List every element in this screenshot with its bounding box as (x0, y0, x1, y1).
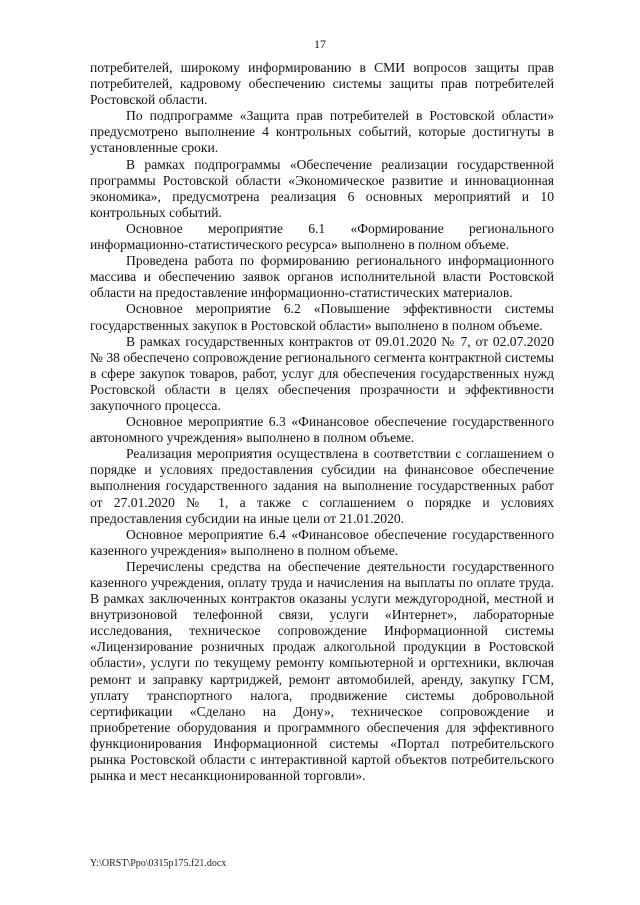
page-number: 17 (314, 37, 326, 51)
paragraph: потребителей, широкому информированию в СМИ вопросов защиты прав потребителей, кадровому обеспечению системы защиты прав потребителей Ростовской области. (90, 60, 554, 108)
paragraph: Основное мероприятие 6.1 «Формирование регионального информационно-статистического ресурса» выполнено в полном объеме. (90, 220, 554, 253)
paragraph: Основное мероприятие 6.4 «Финансовое обеспечение государственного казенного учреждения» выполнено в полном объеме. (90, 526, 554, 558)
document-body (90, 60, 554, 784)
paragraph: Проведена работа по формированию регионального информационного массива и обеспечению заявок органов исполнительной власти Ростовской области на предоставление информационно-статистических материалов. (90, 253, 554, 301)
paragraph: По подпрограмме «Защита прав потребителей в Ростовской области» предусмотрено выполнение 4 контрольных событий, которые достигнуты в установленные сроки. (90, 108, 554, 156)
paragraph: Перечислены средства на обеспечение деятельности государственного казенного учреждения, оплату труда и начисления на выплаты по оплате труда. В рамках заключенных контрактов оказаны услуги междугородной, местной и внутризоновой телефонной связи, услуги «Интернет», лабораторные исследования, техническое сопровождение Информационной системы «Лицензирование розничных продаж алкогольной продукции в Ростовской области», услуги по текущему ремонту компьютерной и оргтехники, включая ремонт и заправку картриджей, ремонт автомобилей, аренду, закупку ГСМ, уплату транспортного налога, продвижение системы добровольной сертификации «Сделано на Дону», техническое сопровождение и приобретение оборудования и программного обеспечения для эффективного функционирования Информационной системы «Портал потребительского рынка Ростовской области с интерактивной картой объектов потребительского рынка и мест несанкционированной торговли». (90, 558, 554, 784)
paragraph: Реализация мероприятия осуществлена в соответствии с соглашением о порядке и условиях предоставления субсидии на финансовое обеспечение выполнения государственного задания на выполнение государственных работ от 27.01.2020 № 1, а также с соглашением о порядке и условиях предоставления субсидии на иные цели от 21.01.2020. (90, 446, 554, 526)
paragraph: В рамках подпрограммы «Обеспечение реализации государственной программы Ростовской области «Экономическое развитие и инновационная экономика», предусмотрена реализация 6 основных мероприятий и 10 контрольных событий. (90, 156, 554, 220)
paragraph: Основное мероприятие 6.2 «Повышение эффективности системы государственных закупок в Ростовской области» выполнено в полном объеме. (90, 301, 554, 333)
file-path-footer: Y:\ORST\Ppo\0315p175.f21.docx (90, 858, 227, 869)
paragraph: Основное мероприятие 6.3 «Финансовое обеспечение государственного автономного учреждения» выполнено в полном объеме. (90, 414, 554, 446)
paragraph: В рамках государственных контрактов от 09.01.2020 № 7, от 02.07.2020 № 38 обеспечено сопровождение регионального сегмента контрактной системы в сфере закупок товаров, работ, услуг для обеспечения государственных нужд Ростовской области в целях обеспечения прозрачности и эффективности закупочного процесса. (90, 333, 554, 413)
